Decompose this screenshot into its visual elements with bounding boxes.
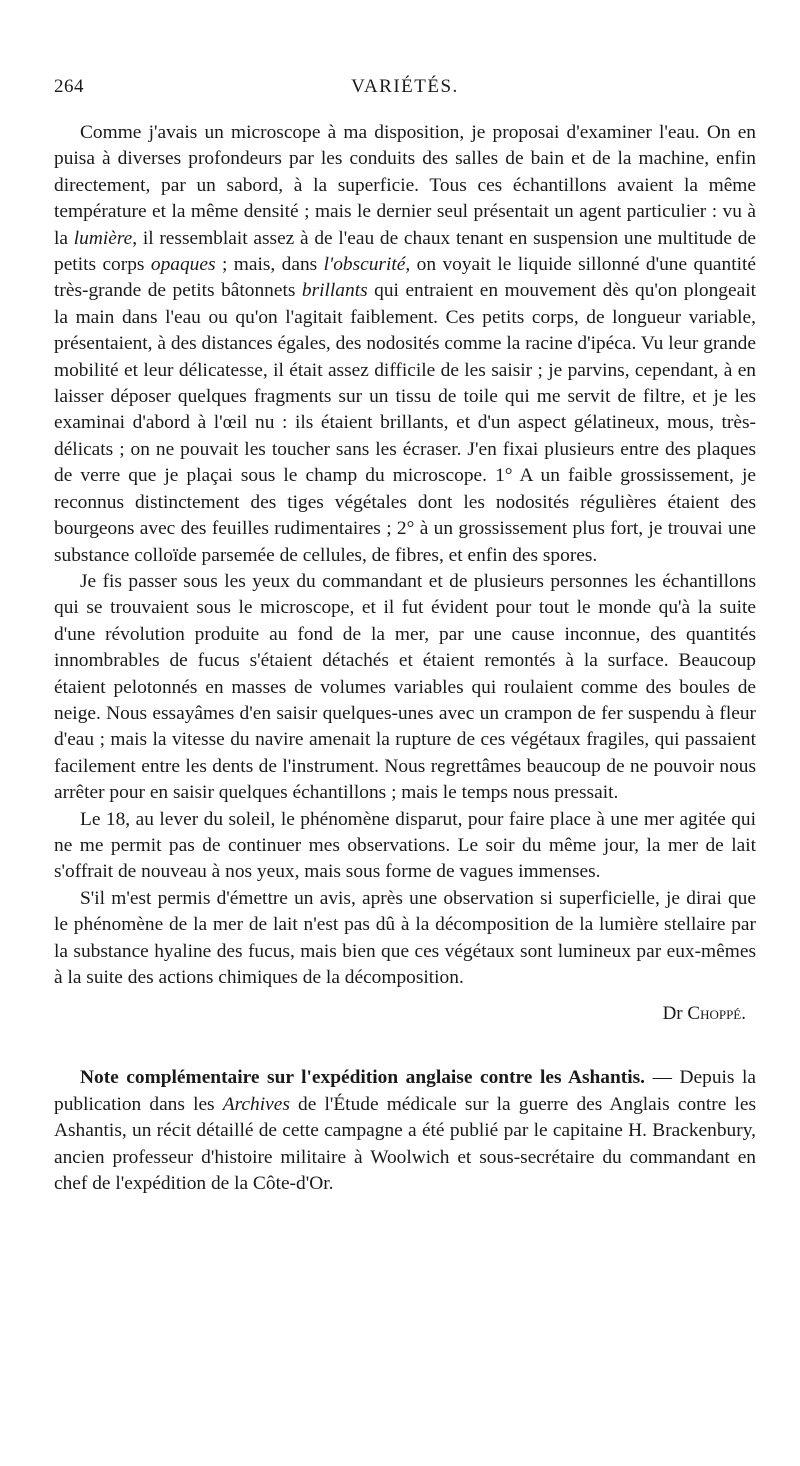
italic-text: Archives — [222, 1093, 290, 1115]
text-run: — — [645, 1067, 680, 1089]
italic-text: brillants — [301, 280, 368, 302]
article-body — [54, 120, 756, 991]
page-header — [54, 76, 756, 110]
paragraph-1 — [54, 120, 756, 569]
text-run: ; mais, dans — [215, 254, 324, 276]
text-run: qui entraient en mouvement dès qu'on plongeait la main dans l'eau ou qu'on l'agitait faiblement. Ces petits corps, de longueur variable, présentaient, à des distances égales, des nodosités comme la racine d'ipéca. Vu leur grande mobilité et leur délicatesse, il était assez difficile de les saisir ; je parvins, cependant, à en laisser déposer quelques fragments sur un tissu de toile qui me servit de filtre, et je les examinai d'abord à l'œil nu : ils étaient brillants, et d'un aspect gélatineux, mous, très-délicats ; on ne pouvait les toucher sans les écraser. J'en fixai plusieurs entre des plaques de verre que je plaçai sous le champ du microscope. 1° A un faible grossissement, je reconnus distinctement des tiges végétales dont les nodosités régulières étaient des bourgeons avec des feuilles rudimentaires ; 2° à un grossissement plus fort, je trouvai une substance colloïde parsemée de cellules, de fibres, et enfin des spores. — [54, 280, 756, 566]
italic-text: l'obscurité — [323, 254, 406, 276]
italic-text: lumière — [73, 227, 133, 249]
signature-name: Choppé. — [687, 1003, 746, 1025]
complementary-note — [54, 1065, 756, 1197]
note-title: Note complémentaire sur l'expédition anglaise contre les Ashantis. — [80, 1067, 646, 1089]
text-run: , il ressemblait assez à de l'eau de chaux tenant en suspension une multitude de petits corps — [54, 227, 757, 276]
signature-title: Dr — [662, 1003, 683, 1025]
running-title: VARIÉTÉS. — [351, 76, 459, 97]
text-run: de l'Étude médicale sur la guerre des Anglais contre les Ashantis, un récit détaillé de cette campagne a été publié par le capitaine H. Brackenbury, ancien professeur d'histoire militaire à Woolwich et sous-secrétaire du commandant en chef de l'expédition de la Côte-d'Or. — [54, 1093, 756, 1195]
text-run: Comme j'avais un microscope à ma disposition, je proposai d'examiner l'eau. On en puisa à diverses profondeurs par les conduits des salles de bain et de la machine, enfin directement, par un sabord, à la superficie. Tous ces échantillons avaient la même température et la même densité ; mais le dernier seul présentait un agent particulier : vu à la — [54, 122, 756, 249]
text-run: , on voyait le liquide sillonné d'une quantité très-grande de petits bâtonnets — [54, 254, 756, 302]
page-number: 264 — [54, 76, 84, 97]
paragraph-3: Le 18, au lever du soleil, le phénomène disparut, pour faire place à une mer agitée qui ne me permit pas de continuer mes observations. Le soir du même jour, la mer de lait s'offrait de nouveau à nos yeux, mais sous forme de vagues immenses. — [54, 808, 756, 883]
paragraph-4: S'il m'est permis d'émettre un avis, après une observation si superficielle, je dirai que le phénomène de la mer de lait n'est pas dû à la décomposition de la lumière stellaire par la substance hyaline des fucus, mais bien que ces végétaux sont lumineux par eux-mêmes à la suite des actions chimiques de la décomposition. — [54, 887, 756, 988]
paragraph-2: Je fis passer sous les yeux du commandant et de plusieurs personnes les échantillons qui se trouvaient sous le microscope, et il fut évident pour tout le monde qu'à la suite d'une révolution produite au fond de la mer, par une cause inconnue, des quantités innombrables de fucus s'étaient détachés et étaient remontés à la surface. Beaucoup étaient pelotonnés en masses de volumes variables qui roulaient comme des boules de neige. Nous essayâmes d'en saisir quelques-unes avec un crampon de fer suspendu à fleur d'eau ; mais la vitesse du navire amenait la rupture de ces végétaux fragiles, qui passaient facilement entre les dents de l'instrument. Nous regrettâmes beaucoup de ne pouvoir nous arrêter pour en saisir quelques échantillons ; mais le temps nous pressait. — [54, 570, 756, 804]
author-signature — [54, 1003, 756, 1025]
text-run: Depuis la publication dans les — [54, 1067, 756, 1115]
italic-text: opaques — [150, 254, 216, 276]
